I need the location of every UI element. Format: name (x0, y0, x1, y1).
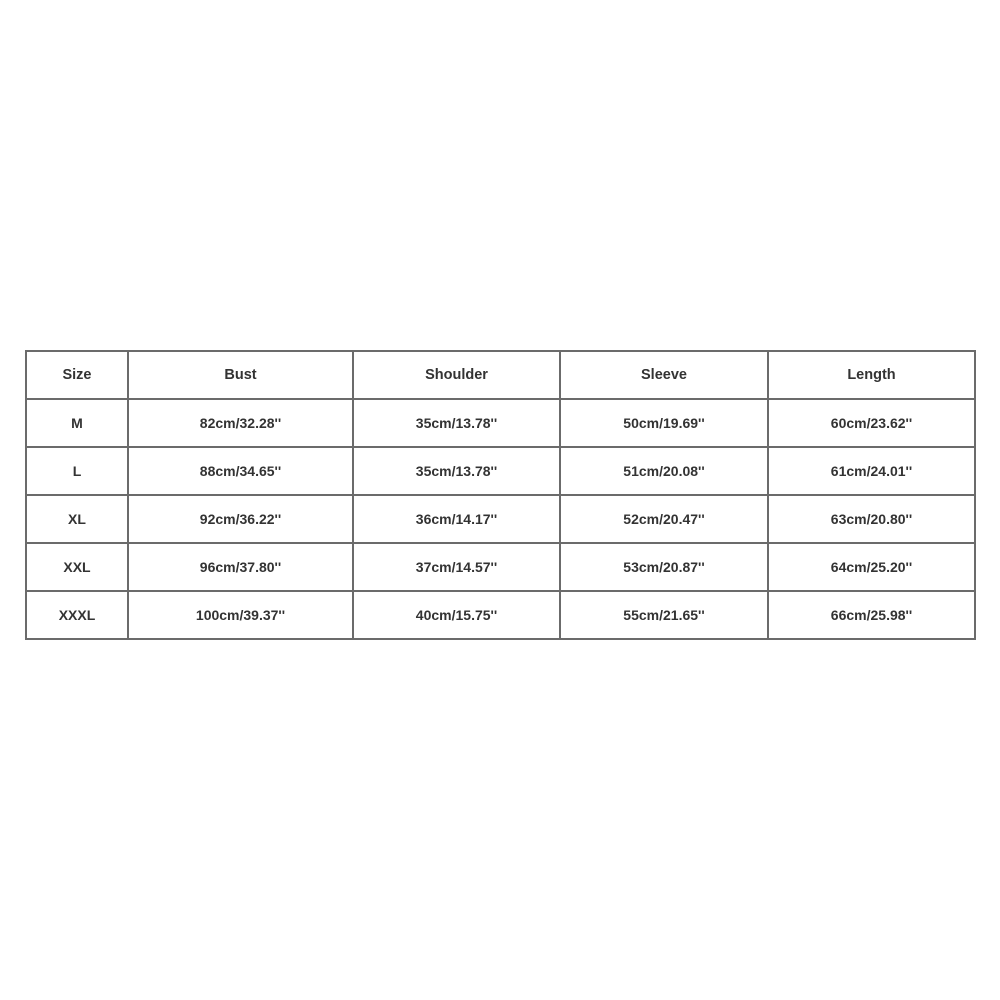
header-row (26, 351, 975, 399)
table-row (26, 447, 975, 495)
table-row (26, 591, 975, 639)
header-bust: Bust (128, 351, 353, 399)
cell-sleeve: 50cm/19.69'' (560, 399, 768, 447)
cell-shoulder: 40cm/15.75'' (353, 591, 560, 639)
cell-length: 61cm/24.01'' (768, 447, 975, 495)
header-size: Size (26, 351, 128, 399)
cell-length: 63cm/20.80'' (768, 495, 975, 543)
cell-length: 64cm/25.20'' (768, 543, 975, 591)
cell-size: XXXL (26, 591, 128, 639)
cell-bust: 92cm/36.22'' (128, 495, 353, 543)
cell-bust: 100cm/39.37'' (128, 591, 353, 639)
header-length: Length (768, 351, 975, 399)
cell-shoulder: 36cm/14.17'' (353, 495, 560, 543)
cell-shoulder: 35cm/13.78'' (353, 447, 560, 495)
cell-sleeve: 52cm/20.47'' (560, 495, 768, 543)
header-shoulder: Shoulder (353, 351, 560, 399)
table-row (26, 399, 975, 447)
cell-length: 60cm/23.62'' (768, 399, 975, 447)
cell-sleeve: 53cm/20.87'' (560, 543, 768, 591)
cell-shoulder: 37cm/14.57'' (353, 543, 560, 591)
cell-size: L (26, 447, 128, 495)
cell-size: XXL (26, 543, 128, 591)
header-sleeve: Sleeve (560, 351, 768, 399)
cell-sleeve: 55cm/21.65'' (560, 591, 768, 639)
size-chart-table (25, 350, 976, 640)
table-row (26, 543, 975, 591)
table-row (26, 495, 975, 543)
cell-bust: 82cm/32.28'' (128, 399, 353, 447)
cell-sleeve: 51cm/20.08'' (560, 447, 768, 495)
cell-length: 66cm/25.98'' (768, 591, 975, 639)
cell-size: XL (26, 495, 128, 543)
cell-size: M (26, 399, 128, 447)
cell-shoulder: 35cm/13.78'' (353, 399, 560, 447)
cell-bust: 96cm/37.80'' (128, 543, 353, 591)
cell-bust: 88cm/34.65'' (128, 447, 353, 495)
